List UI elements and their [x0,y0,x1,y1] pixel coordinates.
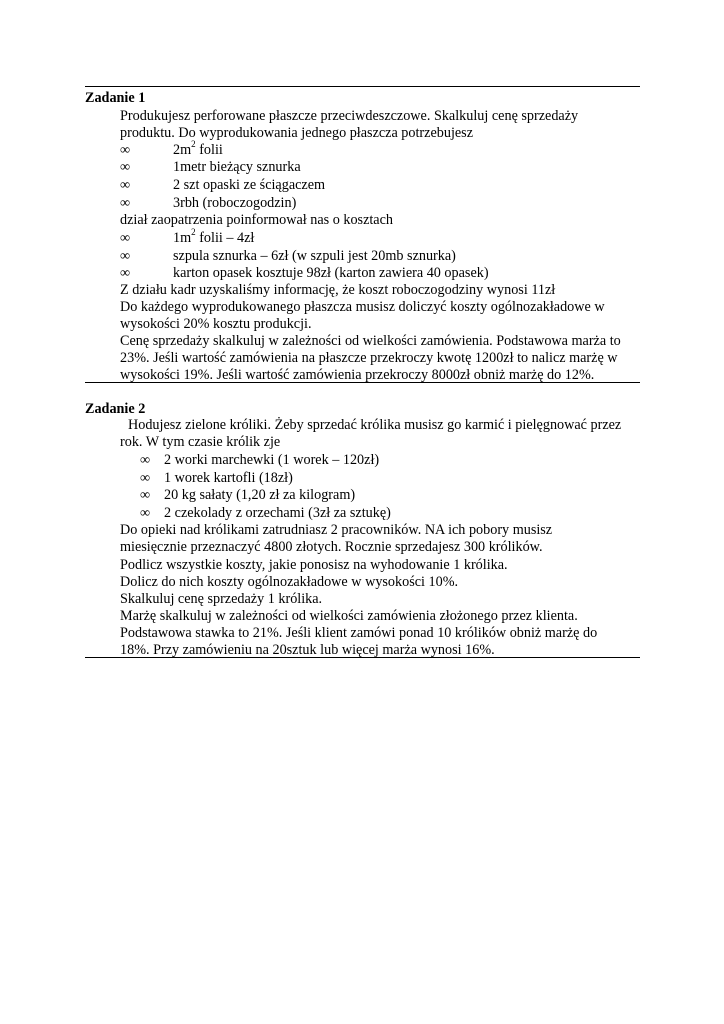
task-1-body-line: wysokości 19%. Jeśli wartość zamówienia przekroczy 8000zł obniż marżę do 12%. [120,367,595,383]
task-1-body-line: Cenę sprzedaży skalkuluj w zależności od wielkości zamówienia. Podstawowa marża to [120,333,621,349]
task-2-body-line: Do opieki nad królikami zatrudniasz 2 pracowników. NA ich pobory musisz [120,522,553,538]
top-rule-task-1 [85,86,640,87]
task-2-body-line: 18%. Przy zamówieniu na 20sztuk lub więcej marża wynosi 16%. [120,642,495,658]
cost-item-foil: $1m^2$ folii – 4zł [173,227,255,246]
feed-item-carrots: 2 worki marchewki (1 worek – 120zł) [164,452,380,468]
bullet-icon: ∞ [120,195,131,211]
task-2-body-line: Podstawowa stawka to 21%. Jeśli klient zamówi ponad 10 królików obniż marżę do [120,625,598,641]
cost-item-string: szpula sznurka – 6zł (w szpuli jest 20mb sznurka) [173,248,456,264]
bottom-rule-task-1 [85,382,640,383]
task-1-body-line: wysokości 20% kosztu produkcji. [120,316,312,332]
task-2-intro-line-1: Hodujesz zielone króliki. Żeby sprzedać królika musisz go karmić i pielęgnować przez [128,417,622,433]
bullet-icon: ∞ [120,177,131,193]
task-1-heading: Zadanie 1 [85,90,146,106]
bullet-icon: ∞ [140,452,151,468]
need-item-string: 1metr bieżący sznurka [173,159,301,175]
task-1-intro-line-1: Produkujesz perforowane płaszcze przeciwdeszczowe. Skalkuluj cenę sprzedaży [120,108,579,124]
task-2-body-line: Marżę skalkuluj w zależności od wielkości zamówienia złożonego przez klienta. [120,608,578,624]
feed-item-potatoes: 1 worek kartofli (18zł) [164,470,293,486]
bottom-rule-task-2 [85,657,640,658]
feed-item-lettuce: 20 kg sałaty (1,20 zł za kilogram) [164,487,356,503]
bullet-icon: ∞ [120,265,131,281]
bullet-icon: ∞ [120,230,131,246]
task-1-body-line: Do każdego wyprodukowanego płaszcza musisz doliczyć koszty ogólnozakładowe w [120,299,605,315]
task-1-intro-line-2: produktu. Do wyprodukowania jednego płaszcza potrzebujesz [120,125,473,141]
task-2-body-line: Podlicz wszystkie koszty, jakie ponosisz na wyhodowanie 1 królika. [120,557,508,573]
task-2-body-line: Dolicz do nich koszty ogólnozakładowe w wysokości 10%. [120,574,459,590]
need-item-foil: $2m^2$ folii [173,139,223,158]
task-1-supply-intro: dział zaopatrzenia poinformował nas o kosztach [120,212,393,228]
bullet-icon: ∞ [140,470,151,486]
need-item-labor: 3rbh (roboczogodzin) [173,195,297,211]
bullet-icon: ∞ [120,142,131,158]
task-2-intro-line-2: rok. W tym czasie królik zje [120,434,281,450]
task-1-body-line: Z działu kadr uzyskaliśmy informację, że koszt roboczogodziny wynosi 11zł [120,282,556,298]
task-2-body-line: Skalkuluj cenę sprzedaży 1 królika. [120,591,323,607]
task-2-body-line: miesięcznie przeznaczyć 4800 złotych. Rocznie sprzedajesz 300 królików. [120,539,543,555]
need-item-band: 2 szt opaski ze ściągaczem [173,177,326,193]
bullet-icon: ∞ [120,159,131,175]
bullet-icon: ∞ [140,505,151,521]
cost-item-band: karton opasek kosztuje 98zł (karton zawiera 40 opasek) [173,265,489,281]
task-2-heading: Zadanie 2 [85,401,146,417]
bullet-icon: ∞ [120,248,131,264]
feed-item-chocolate: 2 czekolady z orzechami (3zł za sztukę) [164,505,391,521]
task-1-body-line: 23%. Jeśli wartość zamówienia na płaszcze przekroczy kwotę 1200zł to nalicz marżę w [120,350,618,366]
bullet-icon: ∞ [140,487,151,503]
